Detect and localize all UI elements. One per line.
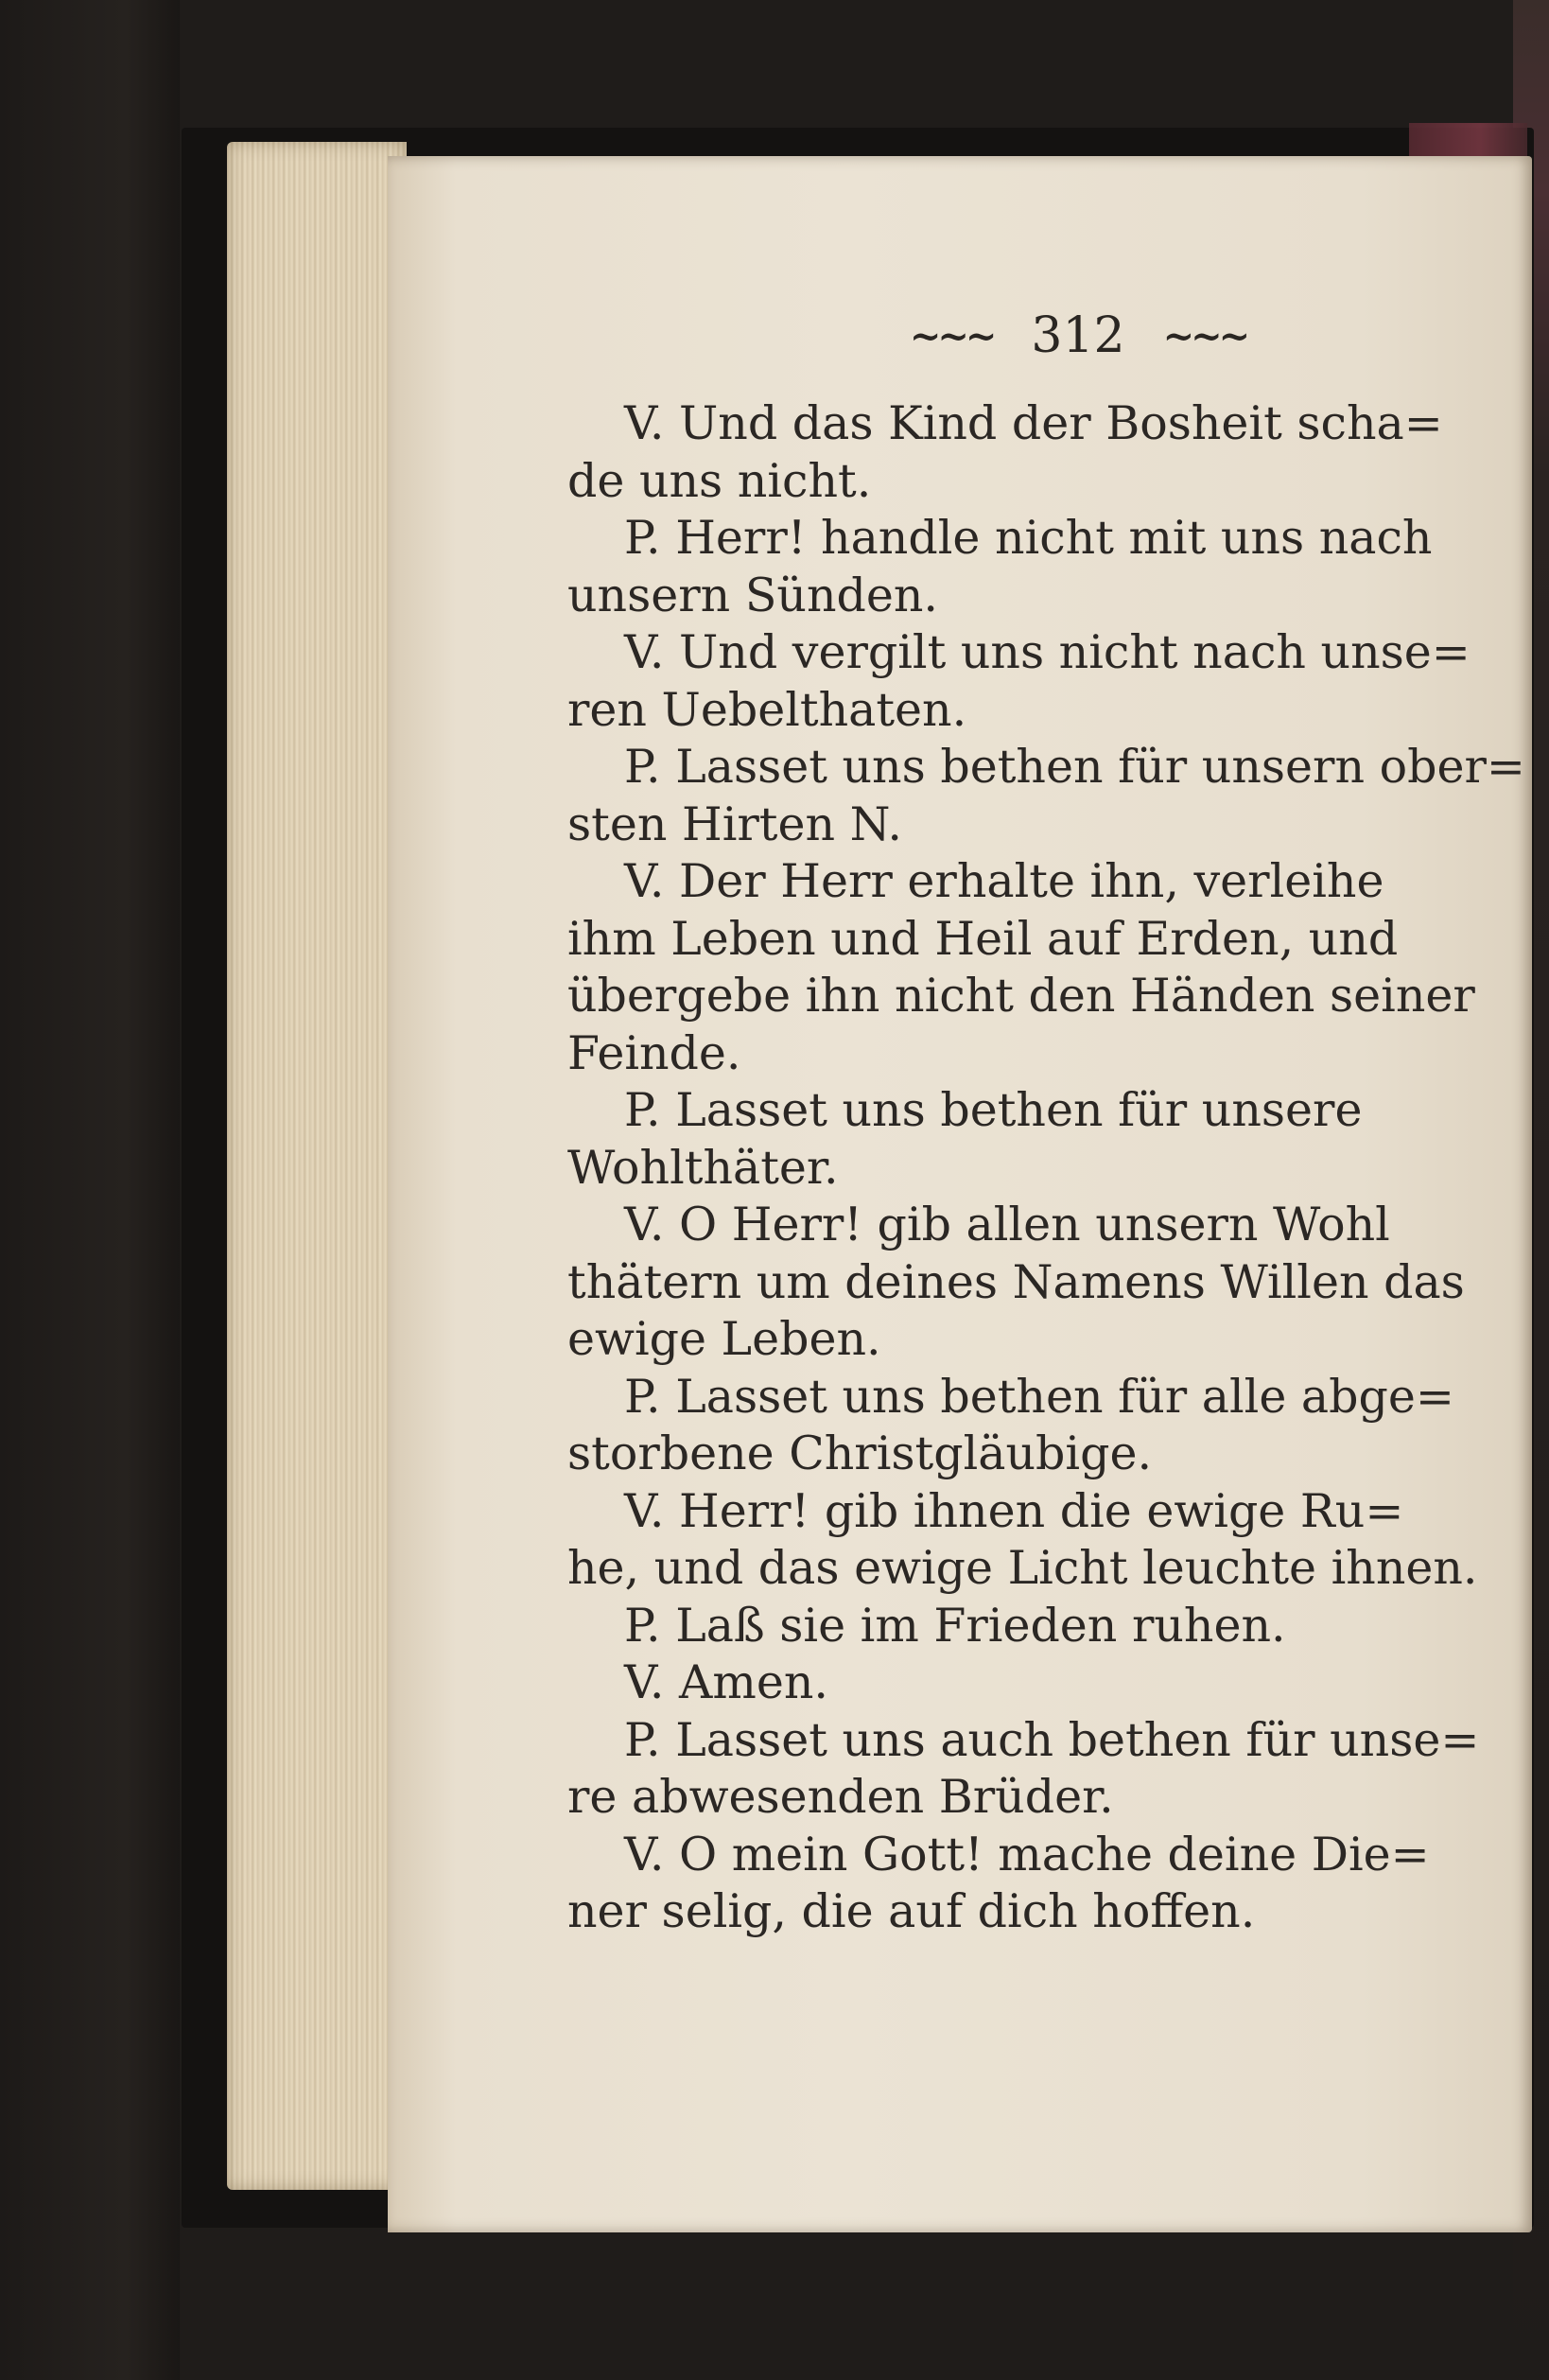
paragraph xyxy=(567,1369,1532,1483)
paragraph xyxy=(567,510,1532,624)
text-line: P. Lasset uns bethen für unsern ober= xyxy=(624,740,1525,794)
text-line: P. Laß sie im Frieden ruhen. xyxy=(624,1598,1286,1653)
page-edges xyxy=(227,142,407,2190)
page-header xyxy=(889,303,1267,369)
paragraph xyxy=(567,1483,1532,1598)
paragraph xyxy=(567,1827,1532,1941)
text-line: P. Lasset uns auch bethen für unse= xyxy=(624,1712,1480,1767)
text-line: Wohlthäter. xyxy=(567,1140,839,1195)
text-line: P. Lasset uns bethen für alle abge= xyxy=(624,1369,1454,1424)
text-line: V. O mein Gott! mache deine Die= xyxy=(624,1827,1430,1881)
paragraph xyxy=(567,1598,1532,1655)
paragraph xyxy=(567,1654,1532,1712)
paragraph xyxy=(567,395,1532,510)
text-line: V. Der Herr erhalte ihn, verleihe xyxy=(624,854,1384,908)
ornament-left-icon: ~~~ xyxy=(909,313,994,359)
paragraph xyxy=(567,1712,1532,1827)
page-number: 312 xyxy=(1031,307,1125,364)
text-line: V. O Herr! gib allen unsern Wohl xyxy=(624,1198,1390,1251)
text-line: übergebe ihn nicht den Händen seiner xyxy=(567,969,1475,1023)
paragraph xyxy=(567,1082,1532,1197)
paragraph xyxy=(567,1197,1532,1369)
ornament-right-icon: ~~~ xyxy=(1162,313,1247,359)
text-line: V. Amen. xyxy=(624,1655,828,1709)
text-line: P. Lasset uns bethen für unsere xyxy=(624,1083,1363,1137)
text-line: unsern Sünden. xyxy=(567,568,938,622)
text-line: ner selig, die auf dich hoffen. xyxy=(567,1884,1256,1938)
text-line: sten Hirten N. xyxy=(567,796,902,851)
text-line: V. Und vergilt uns nicht nach unse= xyxy=(624,625,1471,679)
text-line: V. Herr! gib ihnen die ewige Ru= xyxy=(624,1483,1404,1538)
text-line: he, und das ewige Licht leuchte ihnen. xyxy=(567,1541,1478,1595)
text-line: storbene Christgläubige. xyxy=(567,1426,1153,1480)
text-line: re abwesenden Brüder. xyxy=(567,1770,1114,1824)
text-line: ewige Leben. xyxy=(567,1312,881,1366)
paragraph xyxy=(567,624,1532,739)
paragraph xyxy=(567,853,1532,1082)
text-line: Feinde. xyxy=(567,1025,741,1080)
text-line: thätern um deines Namens Willen das xyxy=(567,1254,1465,1309)
text-line: V. Und das Kind der Bosheit scha= xyxy=(624,396,1443,450)
text-line: ihm Leben und Heil auf Erden, und xyxy=(567,911,1399,966)
text-line: de uns nicht. xyxy=(567,453,872,508)
page-text xyxy=(567,395,1532,1941)
text-line: ren Uebelthaten. xyxy=(567,682,967,737)
paragraph xyxy=(567,739,1532,853)
text-line: P. Herr! handle nicht mit uns nach xyxy=(624,511,1433,565)
dark-background-left xyxy=(0,0,180,2380)
